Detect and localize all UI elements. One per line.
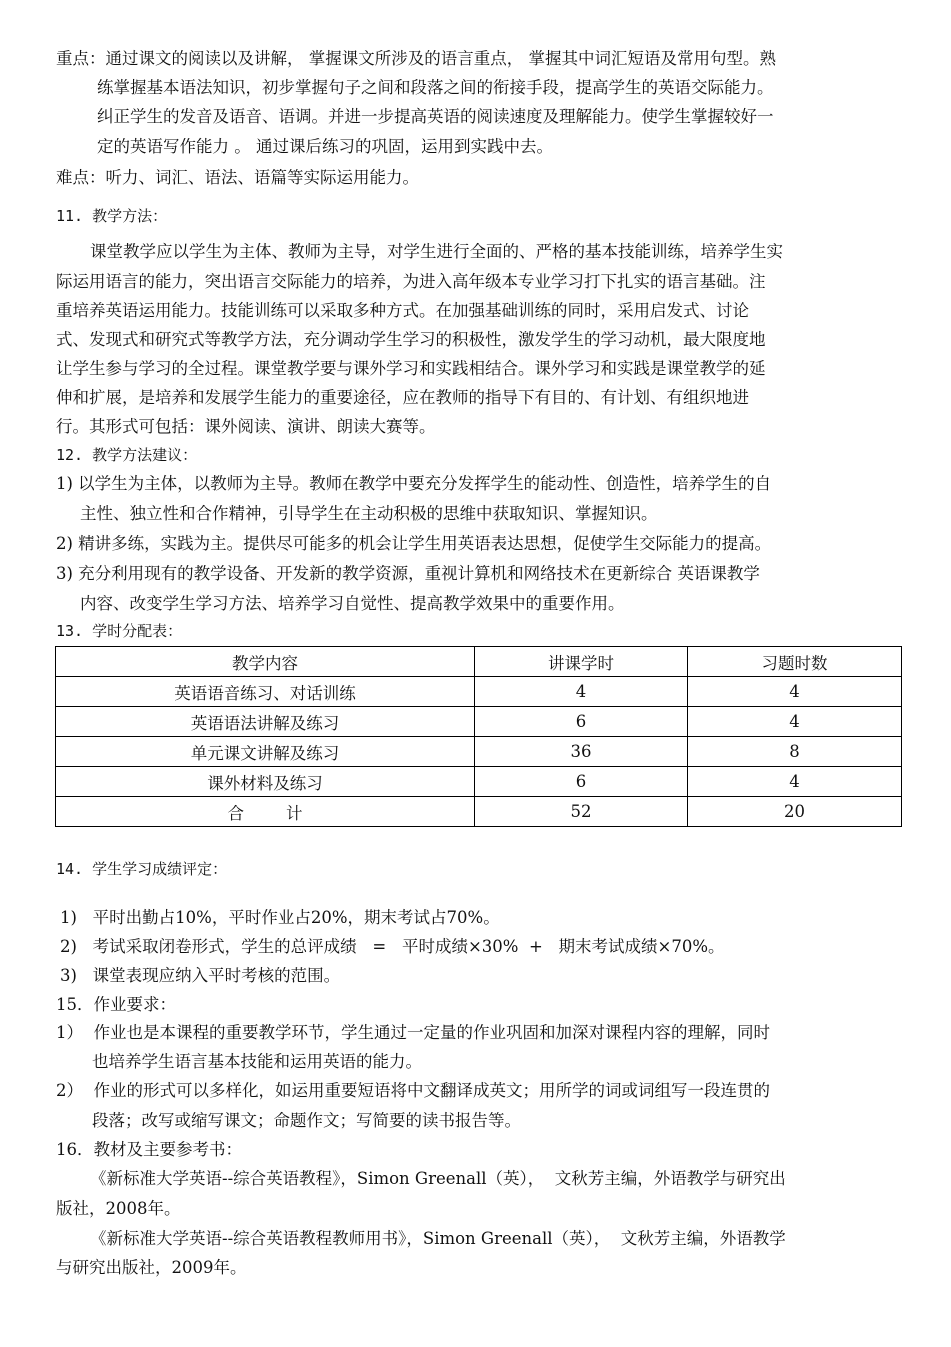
section-11-line-4: 式、发现式和研究式等教学方法，充分调动学生学习的积极性，激发学生的学习动机，最大限度地	[56, 330, 766, 349]
table-total-exercise: 20	[688, 797, 902, 827]
table-row	[56, 677, 902, 707]
table-cell: 8	[688, 737, 902, 767]
table-cell: 英语语音练习、对话训练	[56, 677, 475, 707]
table-total-lecture: 52	[475, 797, 688, 827]
section-15-heading: 15．作业要求：	[56, 995, 176, 1014]
key-points-line-4: 定的英语写作能力 。 通过课后练习的巩固，运用到实践中去。	[97, 137, 553, 156]
reference-2-line-1: 《新标准大学英语--综合英语教程教师用书》，Simon Greenall（英）， 文秋芳主编，外语教学	[90, 1229, 786, 1248]
table-header-row	[56, 647, 902, 677]
section-15-item-2b: 段落；改写或缩写课文；命题作文；写简要的读书报告等。	[92, 1111, 521, 1130]
section-14-heading: 14. 学生学习成绩评定：	[56, 860, 228, 878]
table-cell: 4	[688, 677, 902, 707]
table-cell: 6	[475, 767, 688, 797]
section-11-heading: 11. 教学方法：	[56, 207, 168, 225]
section-12-item-1a: 1) 以学生为主体，以教师为主导。教师在教学中要充分发挥学生的能动性、创造性，培养学生的自	[56, 474, 772, 493]
table-row	[56, 737, 902, 767]
table-cell: 6	[475, 707, 688, 737]
section-15-item-1b: 也培养学生语言基本技能和运用英语的能力。	[92, 1052, 422, 1071]
table-header-lecture-hours: 讲课学时	[475, 647, 688, 677]
section-14-item-1: 1) 平时出勤占10%，平时作业占20%，期末考试占70%。	[60, 908, 500, 927]
table-total-row	[56, 797, 902, 827]
section-13-heading: 13. 学时分配表：	[56, 622, 183, 640]
section-12-item-3a: 3) 充分利用现有的教学设备、开发新的教学资源，重视计算机和网络技术在更新综合 英语课教学	[56, 564, 760, 583]
table-cell: 单元课文讲解及练习	[56, 737, 475, 767]
table-cell: 4	[688, 767, 902, 797]
section-11-line-2: 际运用语言的能力，突出语言交际能力的培养，为进入高年级本专业学习打下扎实的语言基础。注	[56, 272, 766, 291]
table-cell: 4	[688, 707, 902, 737]
table-cell: 36	[475, 737, 688, 767]
key-points-line-1: 重点：通过课文的阅读以及讲解， 掌握课文所涉及的语言重点， 掌握其中词汇短语及常用句型。熟	[56, 49, 776, 68]
section-12-item-1b: 主性、独立性和合作精神，引导学生在主动积极的思维中获取知识、掌握知识。	[80, 504, 658, 523]
reference-2-line-2: 与研究出版社，2009年。	[56, 1258, 247, 1277]
hours-table	[55, 646, 902, 827]
table-total-label: 合 计	[56, 797, 475, 827]
section-14-item-3: 3) 课堂表现应纳入平时考核的范围。	[60, 966, 341, 985]
section-12-item-3b: 内容、改变学生学习方法、培养学习自觉性、提高教学效果中的重要作用。	[80, 594, 625, 613]
reference-1-line-2: 版社，2008年。	[56, 1199, 181, 1218]
section-11-line-6: 伸和扩展，是培养和发展学生能力的重要途径，应在教师的指导下有目的、有计划、有组织地进	[56, 388, 749, 407]
section-15-item-2a: 2） 作业的形式可以多样化，如运用重要短语将中文翻译成英文；用所学的词或词组写一段连贯的	[56, 1081, 770, 1100]
table-row	[56, 707, 902, 737]
section-11-line-1: 课堂教学应以学生为主体、教师为主导，对学生进行全面的、严格的基本技能训练，培养学生实	[90, 242, 783, 261]
section-15-item-1a: 1） 作业也是本课程的重要教学环节，学生通过一定量的作业巩固和加深对课程内容的理解，同时	[56, 1023, 770, 1042]
section-11-line-3: 重培养英语运用能力。技能训练可以采取多种方式。在加强基础训练的同时，采用启发式、讨论	[56, 301, 749, 320]
table-cell: 英语语法讲解及练习	[56, 707, 475, 737]
section-12-heading: 12. 教学方法建议：	[56, 446, 198, 464]
section-16-heading: 16．教材及主要参考书：	[56, 1140, 242, 1159]
table-header-exercise-hours: 习题时数	[688, 647, 902, 677]
section-11-line-5: 让学生参与学习的全过程。课堂教学要与课外学习和实践相结合。课外学习和实践是课堂教学的延	[56, 359, 766, 378]
key-points-line-3: 纠正学生的发音及语音、语调。并进一步提高英语的阅读速度及理解能力。使学生掌握较好一	[97, 107, 774, 126]
table-header-content: 教学内容	[56, 647, 475, 677]
key-points-line-2: 练掌握基本语法知识，初步掌握句子之间和段落之间的衔接手段，提高学生的英语交际能力。	[97, 78, 774, 97]
reference-1-line-1: 《新标准大学英语--综合英语教程》，Simon Greenall（英）， 文秋芳主编，外语教学与研究出	[90, 1169, 786, 1188]
section-14-item-2: 2) 考试采取闭卷形式，学生的总评成绩 = 平时成绩×30% + 期末考试成绩×70%。	[60, 937, 725, 956]
difficulties-line: 难点：听力、词汇、语法、语篇等实际运用能力。	[56, 168, 419, 187]
table-cell: 课外材料及练习	[56, 767, 475, 797]
table-cell: 4	[475, 677, 688, 707]
table-row	[56, 767, 902, 797]
section-11-line-7: 行。其形式可包括：课外阅读、演讲、朗读大赛等。	[56, 417, 436, 436]
section-12-item-2: 2) 精讲多练，实践为主。提供尽可能多的机会让学生用英语表达思想，促使学生交际能力的提高。	[56, 534, 772, 553]
